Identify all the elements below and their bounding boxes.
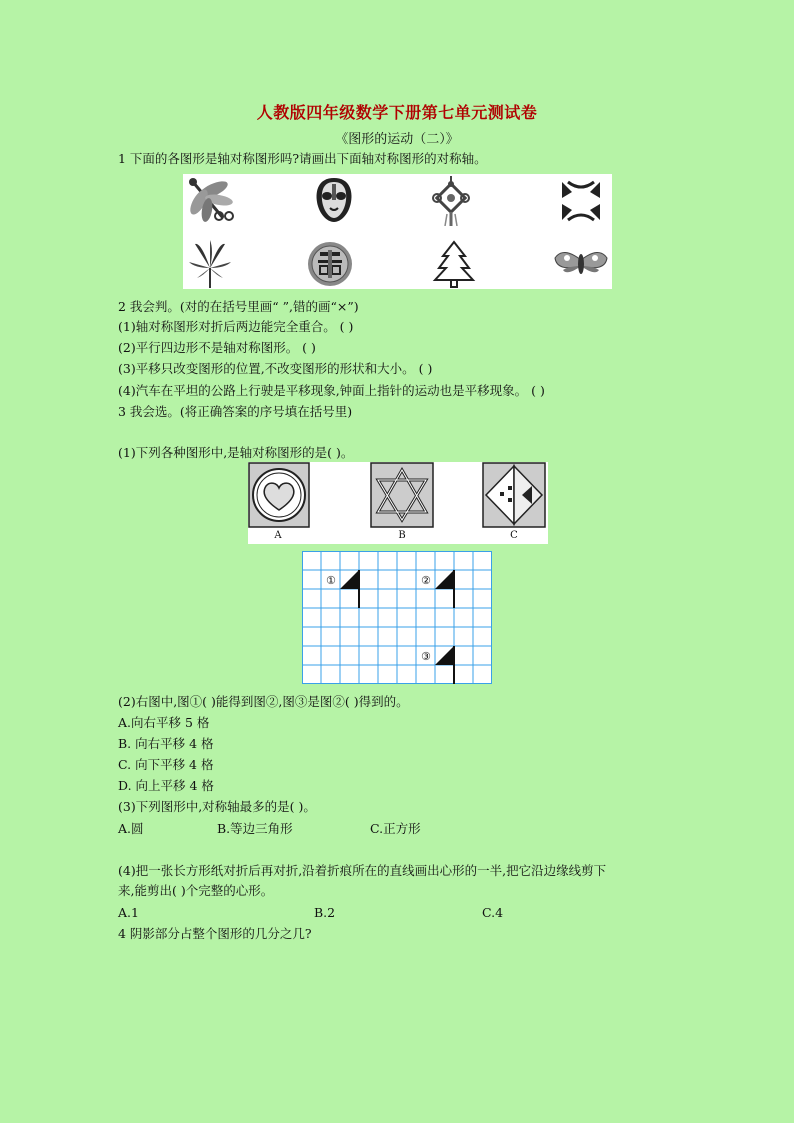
pine-tree-icon (431, 240, 477, 288)
opera-mask-icon (311, 176, 357, 224)
double-happiness-icon (306, 240, 354, 288)
question-3-4-text-line-1: (4)把一张长方形纸对折后再对折,沿着折痕所在的直线画出心形的一半,把它沿边缘线剪下 (118, 863, 607, 878)
chinese-knot-icon (431, 176, 471, 226)
question-3-2-option-d: D. 向上平移 4 格 (118, 778, 214, 793)
moth-icon (553, 246, 609, 282)
option-label-c: C (510, 530, 518, 541)
question-3-1-text: (1)下列各种图形中,是轴对称图形的是( )。 (118, 445, 354, 460)
question-3-4-option-b: B.2 (314, 905, 336, 920)
grid-marker-1: ① (326, 574, 336, 587)
question-2-item-2: (2)平行四边形不是轴对称图形。 ( ) (118, 340, 316, 355)
question-3-1-figures (248, 462, 548, 544)
question-4-text: 4 阴影部分占整个图形的几分之几? (118, 926, 312, 941)
fish-shape-icon (482, 462, 546, 528)
question-3-4-text-line-2: 来,能剪出( )个完整的心形。 (118, 883, 274, 898)
question-3-2-option-b: B. 向右平移 4 格 (118, 736, 214, 751)
page-subtitle: 《图形的运动（二）》 (335, 132, 459, 147)
question-2-title: 2 我会判。(对的在括号里画“ ”,错的画“×”) (118, 299, 359, 314)
star-of-david-icon (370, 462, 434, 528)
heart-in-circle-icon (248, 462, 310, 528)
question-3-2-option-a: A.向右平移 5 格 (118, 715, 210, 730)
question-3-4-option-a: A.1 (118, 905, 139, 920)
question-3-3-option-c: C.正方形 (370, 821, 421, 836)
question-3-3-option-b: B.等边三角形 (217, 821, 293, 836)
option-label-a: A (274, 530, 282, 541)
question-1-text: 1 下面的各图形是轴对称图形吗?请画出下面轴对称图形的对称轴。 (118, 151, 487, 166)
question-3-2-text: (2)右图中,图①( )能得到图②,图③是图②( )得到的。 (118, 694, 409, 709)
question-1-figures (183, 174, 612, 289)
question-3-title: 3 我会选。(将正确答案的序号填在括号里) (118, 404, 353, 419)
grid-marker-3: ③ (421, 650, 431, 663)
symmetric-pattern-icon (558, 178, 604, 224)
question-2-item-4: (4)汽车在平坦的公路上行驶是平移现象,钟面上指针的运动也是平移现象。 ( ) (118, 383, 545, 398)
question-3-4-option-c: C.4 (482, 905, 504, 920)
dragonfly-icon (185, 176, 235, 224)
question-3-3-text: (3)下列图形中,对称轴最多的是( )。 (118, 799, 316, 814)
question-2-item-3: (3)平移只改变图形的位置,不改变图形的形状和大小。 ( ) (118, 361, 433, 376)
page-title: 人教版四年级数学下册第七单元测试卷 (256, 103, 538, 122)
leaf-icon (187, 238, 233, 288)
option-label-b: B (398, 530, 406, 541)
question-2-item-1: (1)轴对称图形对折后两边能完全重合。 ( ) (118, 319, 354, 334)
question-3-3-option-a: A.圆 (118, 821, 144, 836)
translation-grid (302, 551, 492, 684)
grid-marker-2: ② (421, 574, 431, 587)
question-3-2-option-c: C. 向下平移 4 格 (118, 757, 214, 772)
